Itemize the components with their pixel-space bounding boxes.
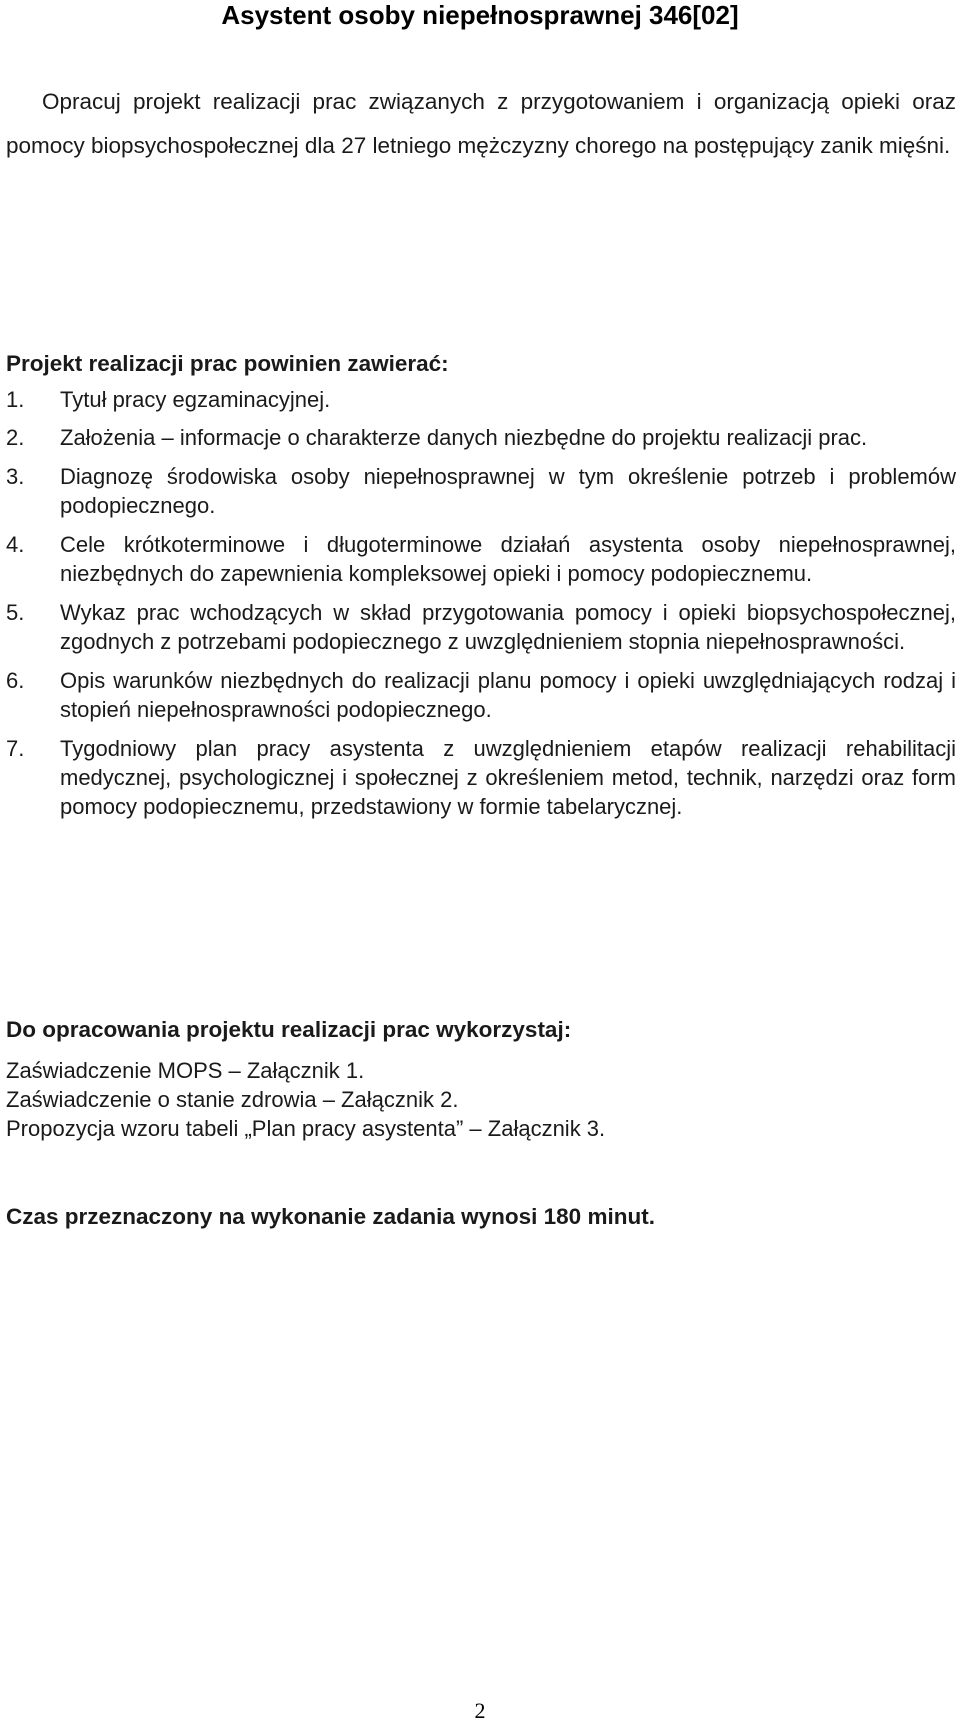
resource-item: Zaświadczenie MOPS – Załącznik 1. xyxy=(6,1058,365,1083)
resource-item: Propozycja wzoru tabeli „Plan pracy asystenta” – Załącznik 3. xyxy=(6,1116,606,1141)
time-note: Czas przeznaczony na wykonanie zadania wynosi 180 minut. xyxy=(6,1204,655,1229)
requirement-text: Diagnozę środowiska osoby niepełnosprawnej w tym określenie potrzeb i problemów podopiecznego. xyxy=(60,464,956,518)
requirement-item xyxy=(6,734,956,821)
requirement-item xyxy=(6,462,956,520)
resources-list xyxy=(6,1056,605,1143)
requirements-heading: Projekt realizacji prac powinien zawierać: xyxy=(6,351,449,376)
requirement-number: 6. xyxy=(6,668,25,693)
requirement-number: 5. xyxy=(6,600,25,625)
requirement-text: Tygodniowy plan pracy asystenta z uwzględnieniem etapów realizacji rehabilitacji medycznej, psychologicznej i społecznej z określeniem metod, technik, narzędzi oraz form pomocy podopiecznemu, przedstawiony w formie tabelarycznej. xyxy=(60,736,956,819)
requirement-text: Cele krótkoterminowe i długoterminowe działań asystenta osoby niepełnosprawnej, niezbędnych do zapewnienia kompleksowej opieki i pomocy podopiecznemu. xyxy=(60,532,956,586)
requirement-item xyxy=(6,666,956,724)
requirements-list xyxy=(6,385,956,821)
requirement-item xyxy=(6,530,956,588)
requirement-text: Opis warunków niezbędnych do realizacji planu pomocy i opieki uwzględniających rodzaj i stopień niepełnosprawności podopiecznego. xyxy=(60,668,956,722)
requirement-number: 7. xyxy=(6,736,25,761)
page-number: 2 xyxy=(474,1698,486,1723)
requirement-number: 1. xyxy=(6,387,25,412)
resources-heading: Do opracowania projektu realizacji prac wykorzystaj: xyxy=(6,1017,572,1042)
requirement-item xyxy=(6,598,956,656)
requirement-text: Wykaz prac wchodzących w skład przygotowania pomocy i opieki biopsychospołecznej, zgodnych z potrzebami podopiecznego z uwzględnieniem stopnia niepełnosprawności. xyxy=(60,600,956,654)
requirement-item xyxy=(6,385,956,414)
requirement-number: 3. xyxy=(6,464,25,489)
task-intro: Opracuj projekt realizacji prac związanych z przygotowaniem i organizacją opieki oraz pomocy biopsychospołecznej dla 27 letniego mężczyzny chorego na postępujący zanik mięśni. xyxy=(6,89,956,158)
requirement-text: Założenia – informacje o charakterze danych niezbędne do projektu realizacji prac. xyxy=(60,425,868,450)
requirement-item xyxy=(6,423,956,452)
requirement-number: 2. xyxy=(6,425,25,450)
requirement-text: Tytuł pracy egzaminacyjnej. xyxy=(60,387,331,412)
page-title: Asystent osoby niepełnosprawnej 346[02] xyxy=(221,0,739,30)
requirement-number: 4. xyxy=(6,532,25,557)
resource-item: Zaświadczenie o stanie zdrowia – Załącznik 2. xyxy=(6,1087,459,1112)
